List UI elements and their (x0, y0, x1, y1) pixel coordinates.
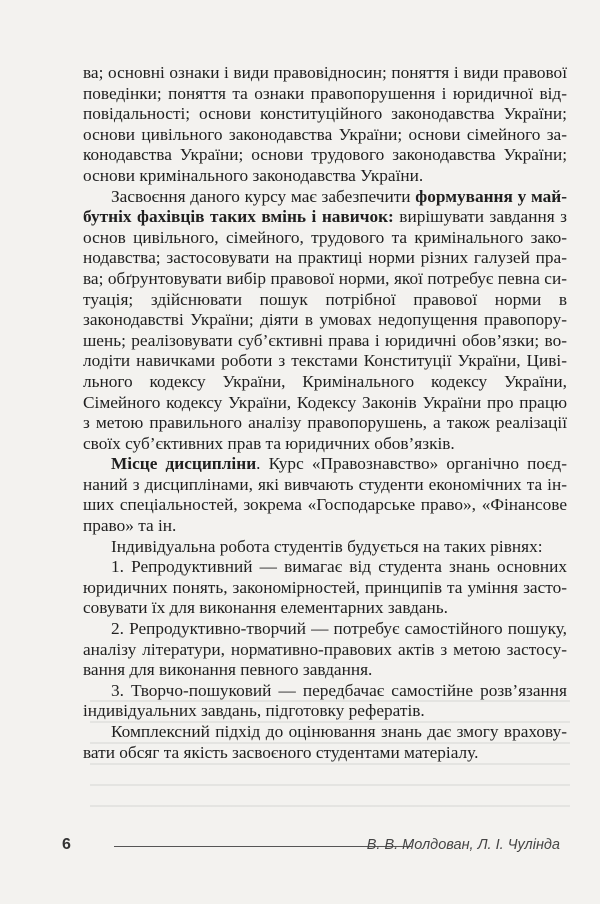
body-text (83, 63, 567, 763)
discipline-place-text: . Курс «Правознавство» органічно поєднаний з дисциплінами, які вивчають студенти економічних та інших спеціальностей, зокрема «Господарське право», «Фінансове право» та ін. (83, 454, 567, 536)
paragraph-level-1: 1. Репродуктивний — вимагає від студента знань основних юридичних понять, закономірностей, принципів та уміння застосовувати їх для виконання елементарних завдань. (83, 557, 567, 618)
paragraph-complex-approach: Комплексний підхід до оцінювання знань дає змогу враховувати обсяг та якість засвоєного студентами матеріалу. (83, 722, 567, 762)
discipline-place-heading: Місце дисципліни (111, 454, 257, 474)
footer-authors: В. В. Молдован, Л. І. Чулінда (366, 837, 560, 853)
paragraph-level-3: 3. Творчо-пошуковий — передбачає самостійне розв’язання індивідуальних завдань, підготовку рефератів. (83, 680, 567, 721)
paragraph-continuation: ва; основні ознаки і види правовідносин; поняття і види правової поведінки; поняття та ознаки правопорушення і юридичної відповідальності; основи конституційного законодавства України; основи цивільного законодавства України; основи сімейного законодавства України; основи трудового законодавства України; основи кримінального законодавства України. (83, 63, 567, 185)
paragraph-skills (83, 187, 567, 455)
skills-heading: формування у майбутніх фахівців таких вмінь і навичок: (83, 186, 567, 227)
paragraph-levels-intro: Індивідуальна робота студентів будується на таких рівнях: (111, 536, 543, 556)
skills-list: вирішувати завдання з основ цивільного, сімейного, трудового та кримінального законодавства; застосовувати на практиці норми різних галузей права; обґрунтовувати вибір правової норми, якої потребує певна ситуація; здійснювати пошук потрібної правової норми в законодавстві України; діяти в умовах недопущення правопорушень; реалізовувати суб’єктивні права і юридичні обов’язки; володіти навичками роботи з текстами Конституції України, Цивільного кодексу України, Кримінального кодексу України, Сімейного кодексу України, Кодексу Законів України про працю з метою правильного аналізу правопорушень, а також реалізації своїх суб’єктивних прав та юридичних обов’язків. (83, 207, 567, 453)
paragraph-discipline-place (83, 454, 567, 536)
paragraph-level-2: 2. Репродуктивно-творчий — потребує самостійного пошуку, аналізу літератури, нормативно-правових актів з метою застосування для виконання певного завдання. (83, 619, 567, 680)
page-number: 6 (62, 836, 71, 853)
skills-intro: Засвоєння даного курсу має забезпечити (111, 186, 416, 206)
page-footer (62, 836, 560, 858)
